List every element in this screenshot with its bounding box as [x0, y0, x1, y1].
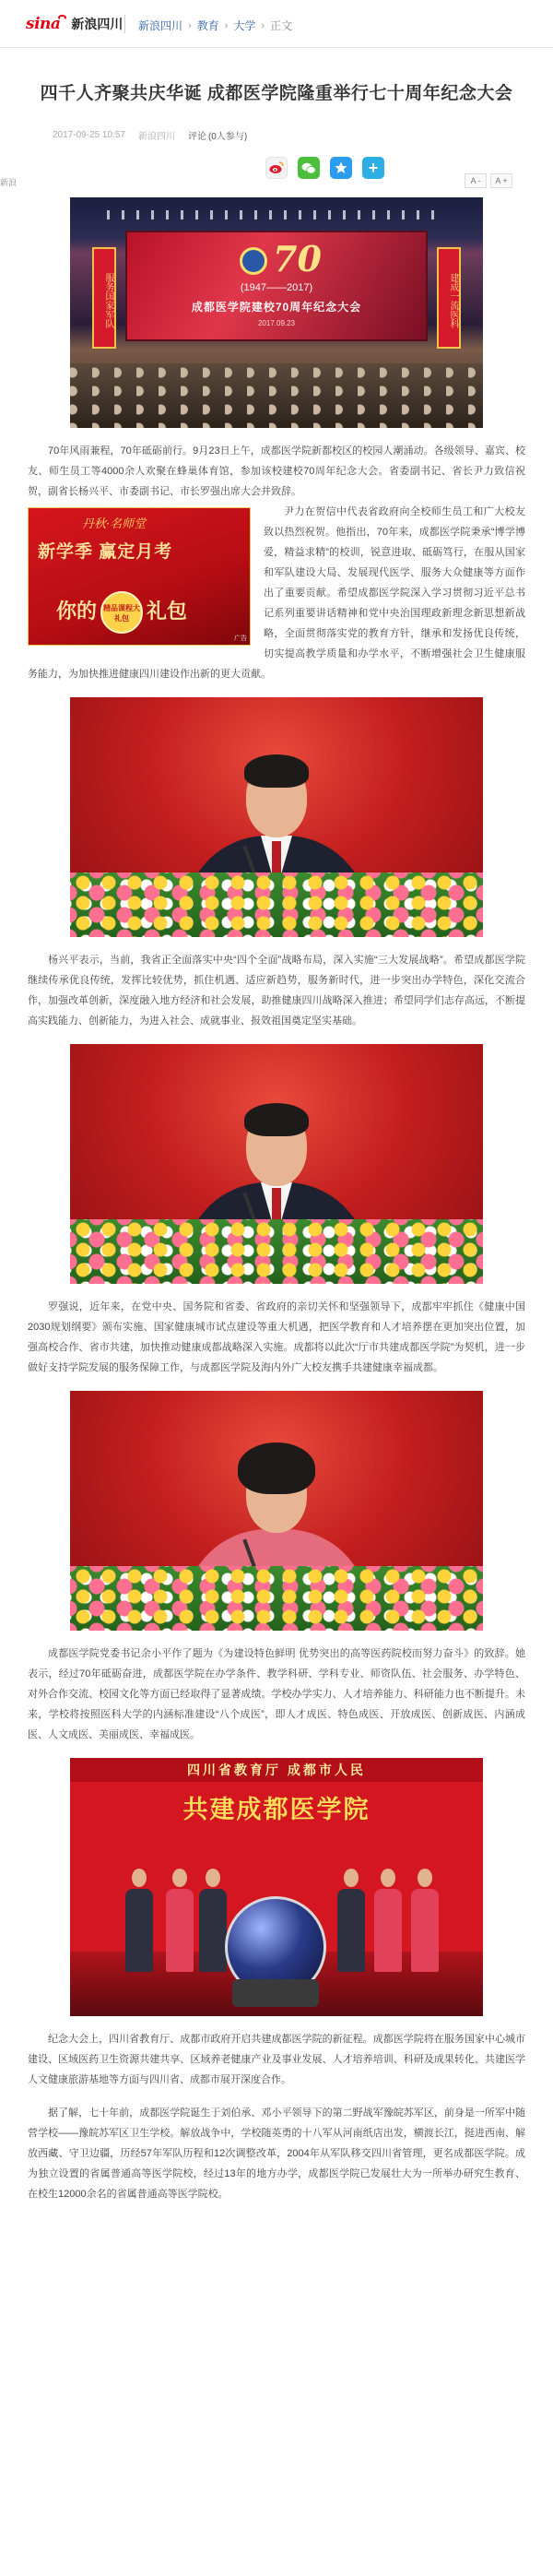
- ad-wrap: [28, 502, 525, 684]
- chevron-right-icon: ›: [261, 19, 265, 31]
- breadcrumb: [138, 18, 292, 33]
- more-share-icon[interactable]: +: [362, 157, 384, 179]
- wechat-icon[interactable]: [298, 157, 320, 179]
- anniversary-number: 70: [273, 238, 322, 279]
- banner-right: 建成一流医科: [437, 247, 461, 349]
- breadcrumb-university[interactable]: 大学: [233, 19, 256, 32]
- qzone-icon[interactable]: [330, 157, 352, 179]
- breadcrumb-current: 正文: [270, 19, 293, 32]
- stage-screen: [125, 231, 428, 341]
- article-source[interactable]: 新浪四川: [137, 132, 175, 142]
- paragraph-yu: 成都医学院党委书记余小平作了题为《为建设特色鲜明 优势突出的高等医药院校而努力奋斗》的致辞。她表示，经过70年砥砺奋进，成都医学院在办学条件、教学科研、学科专业、师资队伍、社会服务、办学特色、对外合作交流、校园文化等方面已经取得了显著成绩。学校办学实力、人才培养能力、科研能力也不断提升。未来，学校将按照医科大学的内涵标准建设“八个成医”，即人才成医、特色成医、开放成医、创新成医、内涵成医、人文成医、美丽成医、幸福成医。: [28, 1648, 525, 1740]
- speaker-photo-yu: [70, 1391, 483, 1631]
- article-meta: [28, 128, 525, 142]
- publish-date: 2017-09-25 10:57: [53, 130, 125, 140]
- chevron-right-icon: ›: [224, 19, 229, 31]
- comment-label: 评论: [187, 132, 206, 142]
- font-size-controls: [465, 173, 512, 188]
- advertisement-banner[interactable]: [28, 507, 251, 646]
- ad-gift-pre: 你的: [56, 599, 98, 623]
- stage-caption: 成都医学院建校70周年纪念大会: [191, 301, 362, 314]
- top-bar: [0, 0, 553, 48]
- speaker-photo-luo: [70, 1044, 483, 1284]
- paragraph-history: 据了解，七十年前，成都医学院诞生于刘伯承、邓小平领导下的第二野战军豫皖苏军区，前身是一所军中随营学校——豫皖苏军区卫生学校。解放战争中，学校随英勇的十八军从河南纸店出发，横渡长江，挺进西南、解放西藏、守卫边疆，历经57年军队历程和12次调整改革，2004年从军队移交四川省管理，更名成都医学院。成为独立设置的省属普通高等医学院校，经过13年的地方办学，成都医学院已发展壮大为一所举办研究生教育、在校生12000余名的省属普通高等医学院校。: [28, 2107, 525, 2200]
- font-increase-button[interactable]: A +: [490, 173, 512, 188]
- site-logo[interactable]: [26, 13, 123, 35]
- article-body: [0, 197, 553, 2204]
- side-note: 新浪: [0, 178, 18, 187]
- comment-count: (0人参与): [207, 132, 248, 142]
- gift-badge-icon: 精品课程大礼包: [100, 591, 143, 634]
- share-icons: [265, 157, 394, 179]
- paragraph-ceremony: 纪念大会上，四川省教育厅、成都市政府开启共建成都医学院的新征程。成都医学院将在服务国家中心城市建设、区域医药卫生资源共建共享、区域养老健康产业及事业发展、人才培养培训、科研及成果转化、共建医学人文健康旅游基地等方面与四川省、成都市展开深度合作。: [28, 2034, 525, 2085]
- speaker-photo-yang: [70, 697, 483, 937]
- audience: [70, 363, 483, 428]
- article-header: [0, 79, 553, 190]
- flower-arrangement: [70, 1219, 483, 1284]
- comment-link[interactable]: [188, 128, 260, 142]
- weibo-icon[interactable]: [265, 157, 288, 179]
- ceremony-title: 共建成都医学院: [182, 1796, 371, 1823]
- share-row: [28, 153, 525, 190]
- font-decrease-button[interactable]: A -: [465, 173, 487, 188]
- anniversary-years: (1947——2017): [240, 282, 313, 293]
- conference-stage-photo: [70, 197, 483, 428]
- sina-eye-icon: [58, 15, 66, 20]
- sina-logo-mark: sina: [26, 15, 61, 33]
- paragraph-letter: 尹力在贺信中代表省政府向全校师生员工和广大校友致以热烈祝贺。他指出，70年来，成都医学院秉承“博学博爱，精益求精”的校训，锐意进取、砥砺笃行，在服从国家和军队建设大局、发展现代医学、服务大众健康等方面作出了重要贡献。希望成都医学院深入学习贯彻习近平总书记系列重要讲话精神和党中央治国理政新理念新思想新战略，全面贯彻落实党的教育方针，继承和发扬优良传统，切实提高教学质量和办学水平，不断增强社会卫生健康服务能力，为加快推进健康四川建设作出新的更大贡献。: [28, 506, 525, 680]
- breadcrumb-home[interactable]: 新浪四川: [138, 19, 183, 32]
- ad-label: 广告: [234, 635, 247, 642]
- ad-headline: 新学季 赢定月考: [38, 542, 173, 562]
- ceremony-photo: [70, 1758, 483, 2016]
- site-name: 新浪四川: [71, 17, 124, 31]
- breadcrumb-education[interactable]: 教育: [196, 19, 219, 32]
- chevron-right-icon: ›: [188, 19, 192, 31]
- paragraph-yang: 杨兴平表示，当前，我省正全面落实中央“四个全面”战略布局，深入实施“三大发展战略”。希望成都医学院继续传承优良传统，发挥比较优势，抓住机遇、适应新趋势，服务新时代，进一步突出办学特色，深化交流合作，加强改革创新，深度融入地方经济和社会发展，助推健康四川战略深入推进；希望同学们志存高远，不断提高实践能力、创新能力，为进入社会、成就事业、报效祖国奠定坚实基础。: [28, 955, 525, 1027]
- stage-lights: [107, 210, 446, 220]
- college-emblem-icon: [240, 247, 267, 275]
- ad-brand: 丹秋·名师堂: [82, 517, 147, 531]
- flower-arrangement: [70, 1566, 483, 1631]
- header-divider: [124, 15, 125, 33]
- paragraph-luo: 罗强说，近年来，在党中央、国务院和省委、省政府的亲切关怀和坚强领导下，成都牢牢抓住《健康中国2030规划纲要》颁布实施、国家健康城市试点建设等重大机遇，把医学教育和人才培养摆在更加突出位置，加强高校合作、省市共建，加快推动健康成都战略深入实施。成都将以此次“厅市共建成都医学院”为契机，进一步做好支持学院发展的服务保障工作，与成都医学院及海内外广大校友携手共建健康幸福成都。: [28, 1301, 525, 1373]
- ceremony-strip: 四川省教育厅 成都市人民: [70, 1758, 483, 1782]
- stage-date: 2017.09.23: [257, 319, 296, 327]
- flower-arrangement: [70, 873, 483, 937]
- banner-left: 服务国家军队: [92, 247, 116, 349]
- paragraph-intro: 70年风雨兼程，70年砥砺前行。9月23日上午，成都医学院新都校区的校园人潮涌动。各级领导、嘉宾、校友、师生员工等4000余人欢聚在蜂巢体育馆，参加该校建校70周年纪念大会。省委副书记、省长尹力致信祝贺，副省长杨兴平、市委副书记、市长罗强出席大会并致辞。: [28, 445, 525, 497]
- page-title: 四千人齐聚共庆华诞 成都医学院隆重举行七十周年纪念大会: [40, 84, 513, 103]
- ad-gift: [56, 591, 187, 634]
- ad-gift-post: 礼包: [147, 599, 188, 623]
